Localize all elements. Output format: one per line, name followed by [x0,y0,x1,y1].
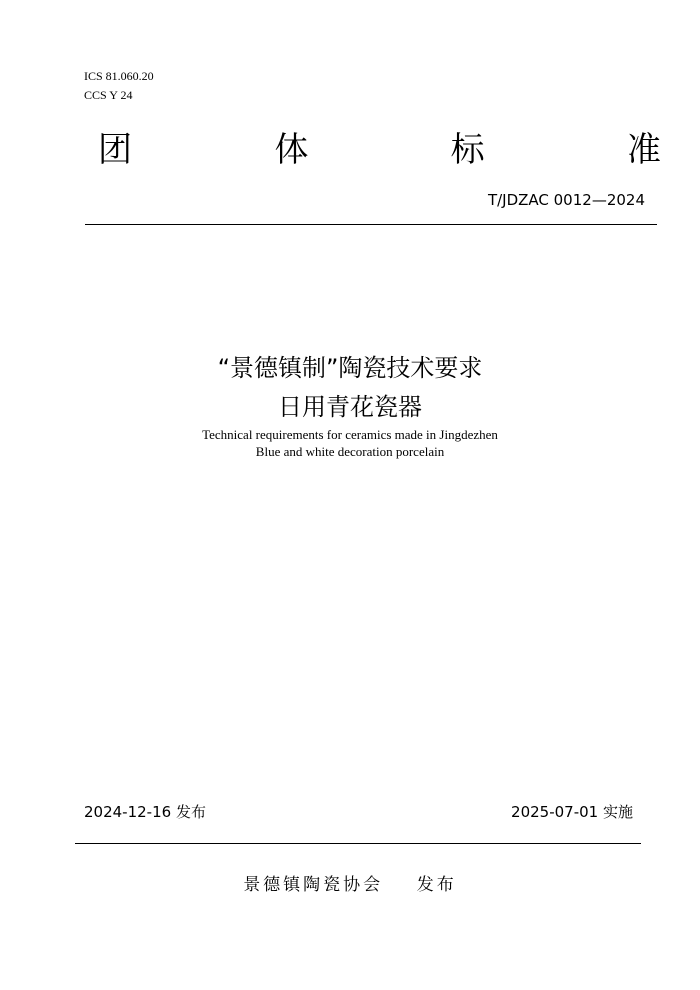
standard-type-char-1: 团 [98,130,132,170]
title-zh-line-2: 日用青花瓷器 [278,393,422,421]
standard-type-char-3: 标 [450,130,485,170]
bottom-divider [75,843,641,844]
implementation-date: 2025-07-01 实施 [511,803,633,821]
issuer-line: 景德镇陶瓷协会 发布 [243,875,457,895]
standard-code: T/JDZAC 0012—2024 [487,191,645,209]
top-divider [85,224,657,225]
title-en-line-2: Blue and white decoration porcelain [255,444,445,459]
title-zh-line-1: “景德镇制”陶瓷技术要求 [217,354,483,382]
ics-code: ICS 81.060.20 [84,69,154,83]
standard-type-char-2: 体 [274,130,309,170]
standard-type-char-4: 准 [626,130,661,170]
standard-type-heading [98,128,661,172]
issue-date: 2024-12-16 发布 [84,803,206,821]
ccs-code: CCS Y 24 [84,88,133,102]
title-en-line-1: Technical requirements for ceramics made in Jingdezhen [202,427,498,442]
